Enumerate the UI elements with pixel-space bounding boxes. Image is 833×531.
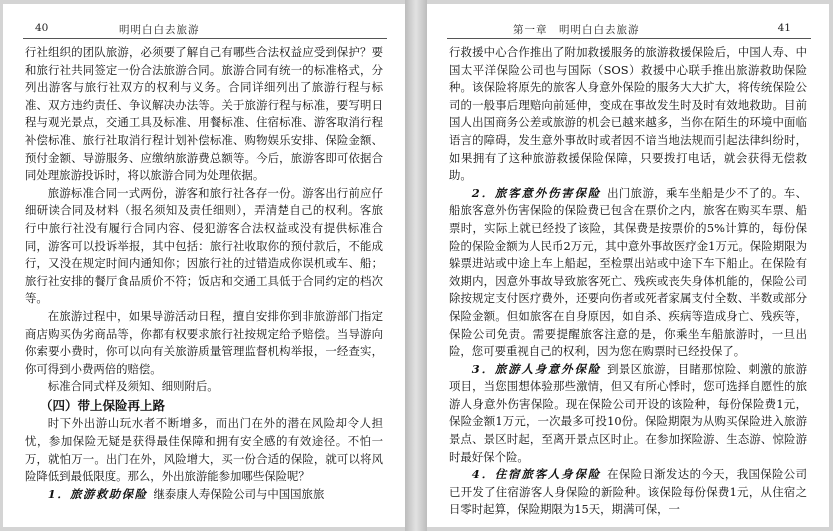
subsection-paragraph [449, 361, 807, 467]
subsection-title: 2．旅客意外伤害保险 [471, 185, 602, 200]
subsection-text: 出门旅游，乘车坐船是少不了的。车、船旅客意外伤害保险的保险费已包含在票价之内，旅客在购买车票、船票时，实际上就已经投了该险，其保费是按票价的5%计算的，每份保险的保险金额为人民币2万元，其中意外事故医疗金1万元。保险期限为躲票进站或中途上车上船起，至检票出站或中途下车下船止。在保险有效期内，因意外事故导致旅客死亡、残疾或丧失身体机能的，保险公司除按规定支付医疗费外，还要向伤者或死者家属支付全数、半数或部分保险金额。但如旅客在自身原因，如自杀、疾病等造成身亡、残疾等，保险公司免责。需要提醒旅客注意的是，你乘坐车船旅游时，一旦出险，您可要重视自己的权利，因为您在购票时已经投保了。 [449, 185, 807, 359]
subsection-text: 在保险日渐发达的今天，我国保险公司已开发了住宿游客人身保险的新险种。该保险每份保费1元，从住宿之日零时起算，保险期限为15天，期满可保，一 [449, 467, 807, 517]
subsection-paragraph [449, 185, 807, 361]
subsection-paragraph [25, 486, 383, 504]
section-heading: （四）带上保险再上路 [40, 397, 166, 413]
subsection-text: 继泰康人寿保险公司与中国国旅旅 [153, 486, 325, 501]
paragraph: 时下外出游山玩水者不断增多，而出门在外的潜在风险却令人担忧，参加保险无疑是获得最佳保障和拥有安全感的有效途径。不怕一万，就怕万一。出门在外，风险增大，买一份合适的保险，就可以将风险降低到最低限度。那么，外出旅游能参加哪些保险呢？ [25, 416, 383, 484]
right-page-number: 41 [777, 22, 791, 34]
subsection-title: 3．旅游人身意外保险 [471, 361, 602, 376]
left-running-title: 明明白白去旅游 [119, 24, 200, 36]
right-page-body [449, 44, 807, 519]
paragraph: 行救援中心合作推出了附加救援服务的旅游救援保险后，中国人寿、中国太平洋保险公司也与国际（SOS）救援中心联手推出旅游救助保险种。该保险将原先的旅客人身意外保险的服务大大扩大，将传统保险公司的一般事后理赔向前延伸，变成在事故发生时及时有效地救助。目前国人出国商务公差或旅游的机会已越来越多，当你在陌生的环境中面临语言的障碍，发生意外事故时或者因不谙当地法规而引起法律纠纷时，如果拥有了这种旅游救援保险保障，只要拨打电话，就会获得无偿救助。 [449, 45, 807, 183]
subsection-title: 1．旅游救助保险 [47, 486, 148, 501]
paragraph: 旅游标准合同一式两份，游客和旅行社各存一份。游客出行前应仔细研读合同及材料（报名须知及责任细则），弄清楚自己的权利。客旅行中旅行社没有履行合同内容、侵犯游客合法权益或没有提供标准合同，游客可以投诉举报，其中包括：旅行社收取你的预付款后，不能成行，又没在规定时间内通知你；因旅行社的过错造成你误机或车、船；旅行社安排的餐厅食品质价不符；饭店和交通工具低于合同约定的档次等。 [25, 185, 383, 306]
left-page-body [25, 44, 383, 503]
subsection-paragraph [449, 466, 807, 519]
right-page-header [447, 20, 811, 39]
paragraph: 在旅游过程中，如果导游活动日程，擅自安排你到非旅游部门指定商店购买伪劣商品等，你都有权要求旅行社按规定给予赔偿。当导游向你索要小费时，你可以向有关旅游质量管理监督机构举报，一经查实，你可得到小费两倍的赔偿。 [25, 308, 383, 376]
paragraph: 标准合同式样及须知、细则附后。 [47, 379, 219, 394]
book-gutter [405, 0, 427, 531]
subsection-title: 4．住宿旅客人身保险 [471, 467, 602, 482]
right-page [427, 4, 829, 527]
right-running-title: 第一章 明明白白去旅游 [513, 24, 640, 36]
left-page-header [23, 20, 387, 39]
left-page [3, 4, 405, 527]
paragraph: 行社组织的团队旅游，必须要了解自己有哪些合法权益应受到保护？要和旅行社共同签定一份合法旅游合同。旅游合同有统一的标准格式，分列出游客与旅行社双方的权利与义务。合同详细列出了旅游行程与标准、双方违约责任、争议解决办法等。关于旅游行程与标准，要写明日程与观光景点，交通工具及标准、用餐标准、住宿标准、游客取消行程补偿标准、旅行社取消行程计划补偿标准、购物娱乐安排、保险金额、预付金额、导游服务、应缴纳旅游费总额等。今后，旅游客即可依据合同处理旅游投诉时，将以旅游合同为处理依据。 [25, 45, 383, 183]
subsection-text: 到景区旅游，目睹那惊险、刺激的旅游项目，当您围想体验那些激情，但又有所心悸时，您可选择自愿性的旅游人身意外伤害保险。现在保险公司开设的该险种，每份保险费1元，保险金额1万元，一次最多可投10份。保险期限为从购买保险进入旅游景点、景区时起，至离开景点区时止。在参加探险游、生态游、惊险游时最好保个险。 [449, 361, 807, 464]
left-page-number: 40 [35, 22, 49, 34]
